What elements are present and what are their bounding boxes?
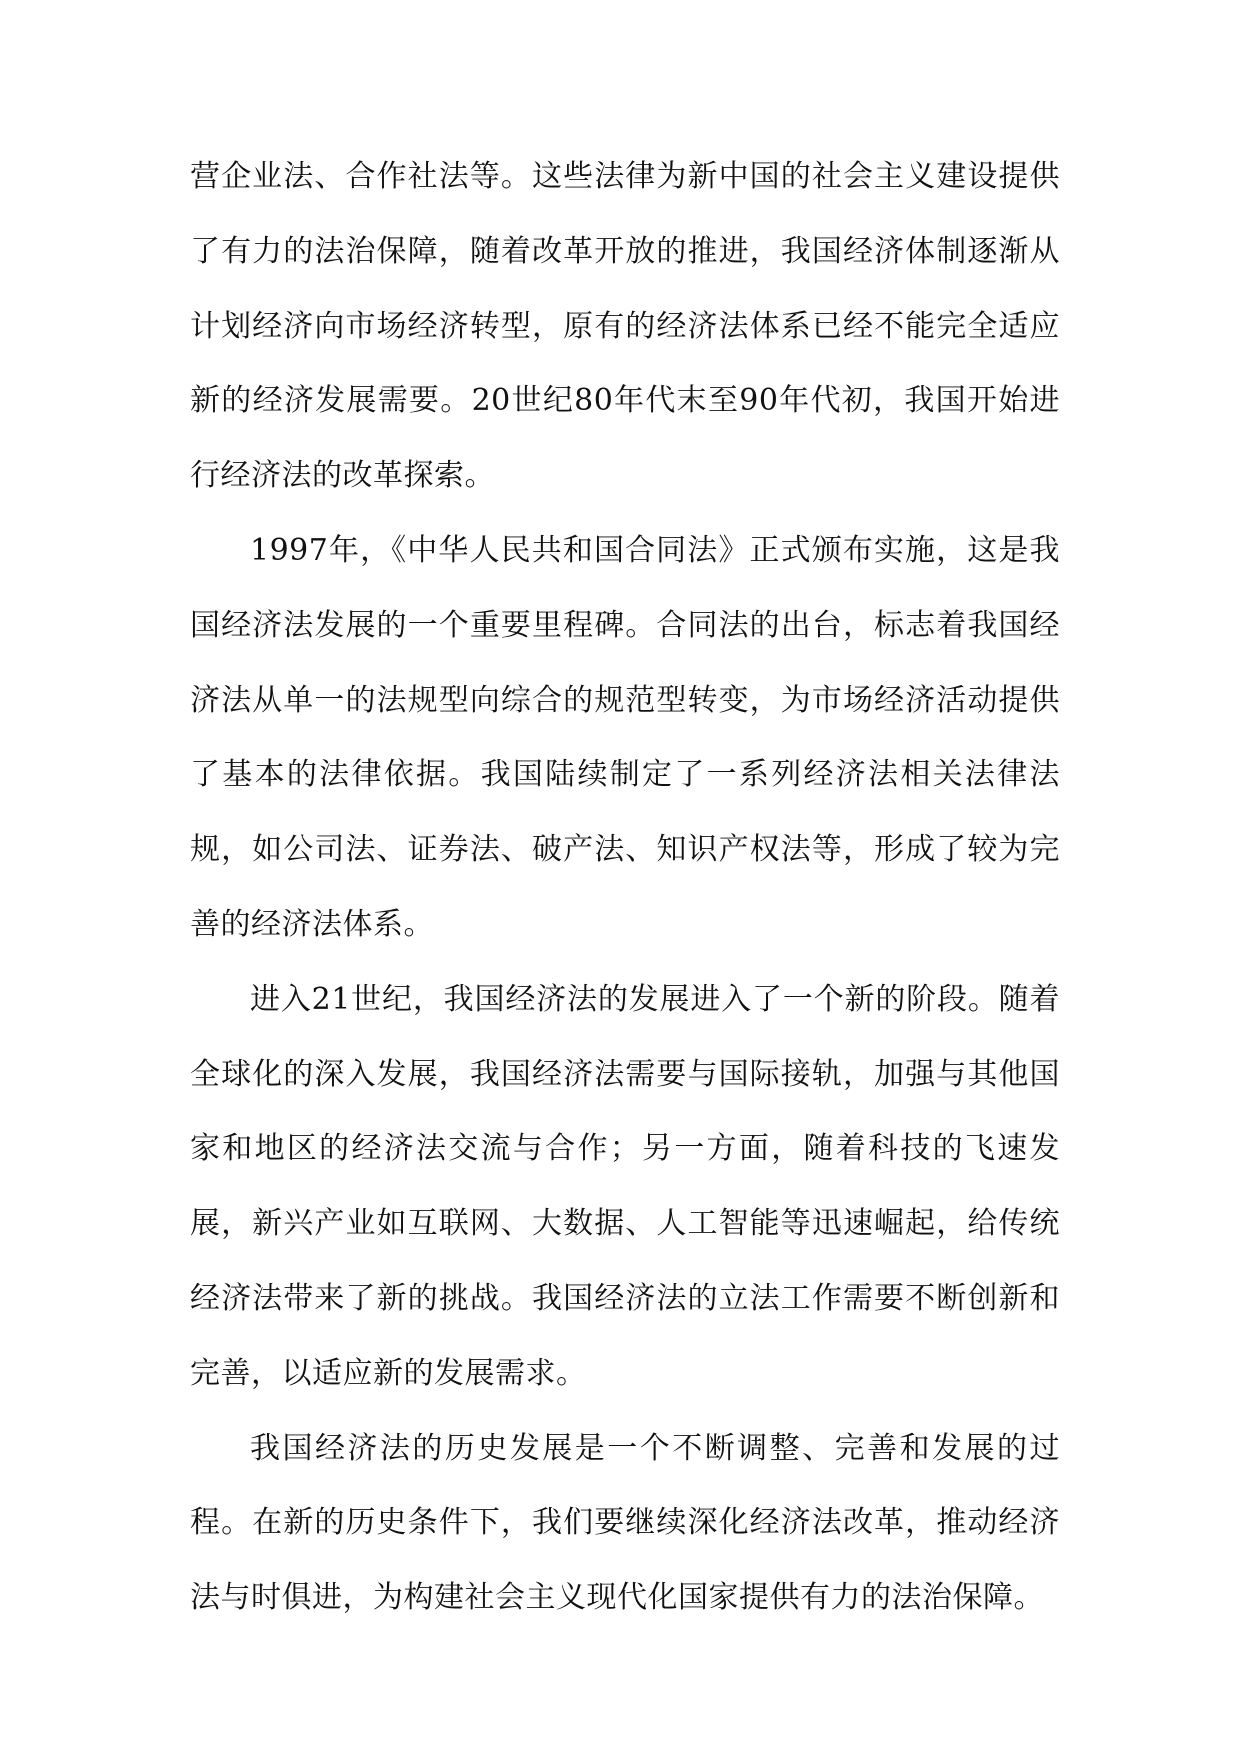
paragraph-1: 营企业法、合作社法等。这些法律为新中国的社会主义建设提供了有力的法治保障，随着改革开放的推进，我国经济体制逐渐从计划经济向市场经济转型，原有的经济法体系已经不能完全适应新的经济发展需要。20世纪80年代末至90年代初，我国开始进行经济法的改革探索。	[190, 159, 1060, 494]
body-text	[190, 140, 1060, 1636]
paragraph-3: 进入21世纪，我国经济法的发展进入了一个新的阶段。随着全球化的深入发展，我国经济法需要与国际接轨，加强与其他国家和地区的经济法交流与合作；另一方面，随着科技的飞速发展，新兴产业如互联网、大数据、人工智能等迅速崛起，给传统经济法带来了新的挑战。我国经济法的立法工作需要不断创新和完善，以适应新的发展需求。	[190, 981, 1060, 1391]
paragraph-4: 我国经济法的历史发展是一个不断调整、完善和发展的过程。在新的历史条件下，我们要继续深化经济法改革，推动经济法与时俱进，为构建社会主义现代化国家提供有力的法治保障。	[190, 1430, 1060, 1616]
paragraph-2: 1997年，《中华人民共和国合同法》正式颁布实施，这是我国经济法发展的一个重要里程碑。合同法的出台，标志着我国经济法从单一的法规型向综合的规范型转变，为市场经济活动提供了基本的法律依据。我国陆续制定了一系列经济法相关法律法规，如公司法、证券法、破产法、知识产权法等，形成了较为完善的经济法体系。	[190, 532, 1060, 942]
